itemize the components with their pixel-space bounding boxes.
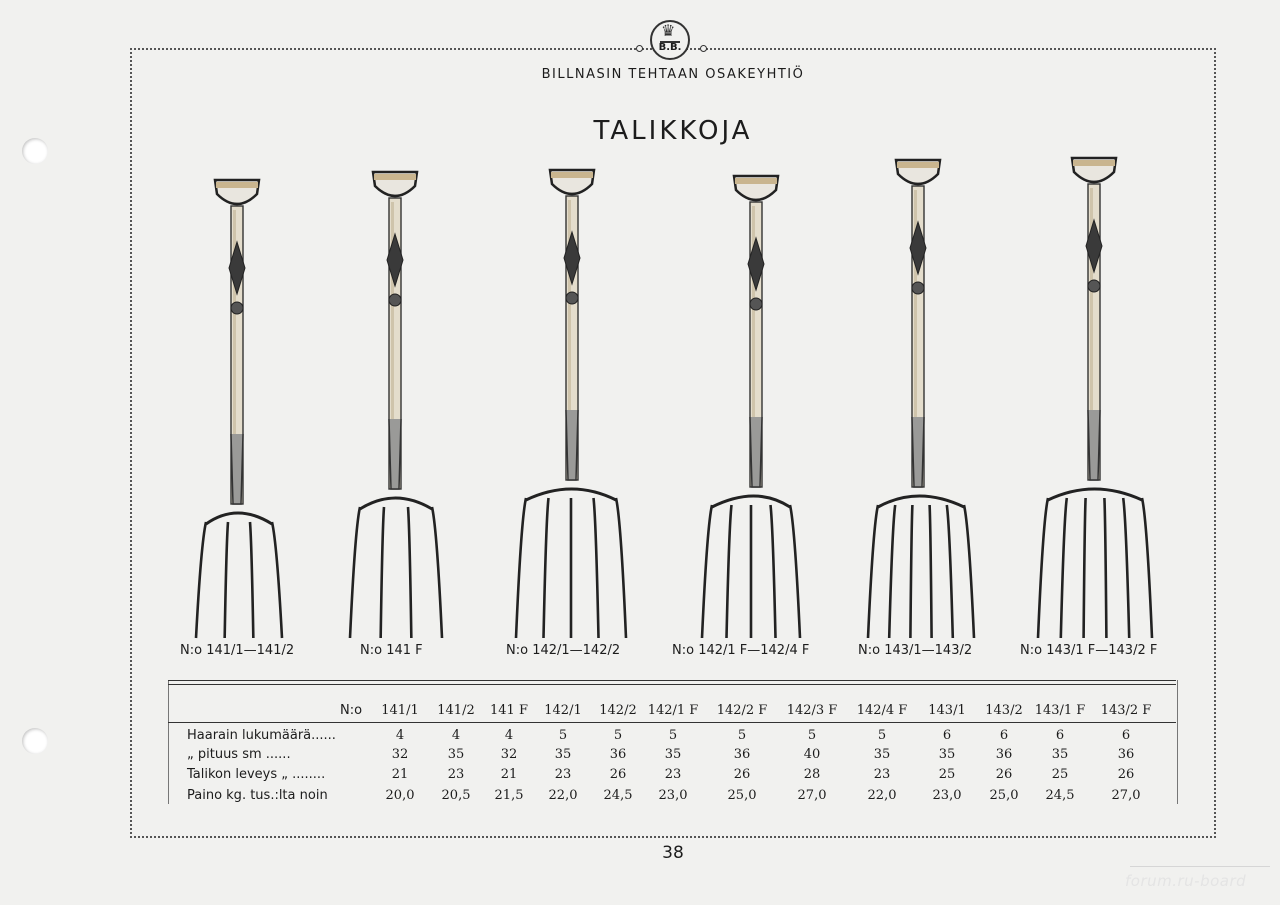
table-cell: 26: [733, 767, 751, 782]
table-cell: 6: [1055, 728, 1065, 743]
table-cell: 5: [737, 728, 747, 743]
table-cell: 5: [877, 728, 887, 743]
punch-hole-bottom: [22, 728, 48, 754]
logo-text: B.B.: [658, 42, 682, 53]
table-cell: 26: [609, 767, 627, 782]
page-number: 38: [662, 843, 684, 863]
table-column-header: 142/1 F: [647, 703, 699, 718]
crown-icon: [660, 27, 680, 43]
table-cell: 35: [447, 747, 465, 762]
table-cell: 4: [395, 728, 405, 743]
table-cell: 23: [664, 767, 682, 782]
table-column-header: 141/1: [381, 703, 419, 718]
fork-caption-2: N:o 141 F: [360, 643, 423, 658]
table-top-rule-inner: [168, 684, 1176, 685]
table-cell: 20,0: [385, 788, 415, 803]
table-cell: 32: [391, 747, 409, 762]
table-cell: 36: [733, 747, 751, 762]
table-cell: 28: [803, 767, 821, 782]
table-cell: 24,5: [1045, 788, 1075, 803]
table-cell: 35: [664, 747, 682, 762]
table-cell: 25,0: [727, 788, 757, 803]
table-cell: 21: [391, 767, 409, 782]
table-cell: 6: [942, 728, 952, 743]
table-cell: 35: [1051, 747, 1069, 762]
table-cell: 4: [451, 728, 461, 743]
table-column-header: 142/2 F: [716, 703, 768, 718]
table-cell: 25: [938, 767, 956, 782]
table-cell: 4: [504, 728, 514, 743]
table-cell: 23,0: [932, 788, 962, 803]
table-cell: 5: [807, 728, 817, 743]
table-cell: 21,5: [494, 788, 524, 803]
table-cell: 36: [995, 747, 1013, 762]
table-no-label: N:o: [340, 703, 363, 718]
table-cell: 27,0: [1111, 788, 1141, 803]
logo-ornament-right: [700, 45, 707, 52]
table-row-label: Haarain lukumäärä......: [187, 728, 336, 743]
table-cell: 36: [609, 747, 627, 762]
page-title: TALIKKOJA: [593, 116, 753, 146]
table-cell: 26: [995, 767, 1013, 782]
table-column-header: 143/2 F: [1100, 703, 1152, 718]
watermark: forum.ru-board: [1125, 872, 1247, 890]
table-cell: 5: [668, 728, 678, 743]
fork-caption-4: N:o 142/1 F—142/4 F: [672, 643, 810, 658]
table-cell: 35: [873, 747, 891, 762]
table-cell: 20,5: [441, 788, 471, 803]
table-cell: 32: [500, 747, 518, 762]
table-cell: 27,0: [797, 788, 827, 803]
company-logo: [650, 20, 690, 60]
table-cell: 22,0: [548, 788, 578, 803]
table-cell: 23: [554, 767, 572, 782]
table-cell: 22,0: [867, 788, 897, 803]
table-column-header: 141 F: [490, 703, 528, 718]
table-cell: 35: [554, 747, 572, 762]
table-row-label: Paino kg. tus.:lta noin: [187, 788, 328, 803]
table-cell: 5: [613, 728, 623, 743]
table-cell: 36: [1117, 747, 1135, 762]
table-top-rule: [168, 680, 1176, 681]
company-name: BILLNASIN TEHTAAN OSAKEYHTIÖ: [541, 67, 805, 82]
table-column-header: 142/4 F: [856, 703, 908, 718]
table-cell: 23: [447, 767, 465, 782]
table-cell: 23,0: [658, 788, 688, 803]
fork-caption-1: N:o 141/1—141/2: [180, 643, 295, 658]
table-cell: 5: [558, 728, 568, 743]
table-column-header: 141/2: [437, 703, 475, 718]
table-row-label: „ pituus sm ......: [187, 747, 291, 762]
table-column-header: 142/1: [544, 703, 582, 718]
table-header-rule: [168, 722, 1176, 723]
table-cell: 21: [500, 767, 518, 782]
table-column-header: 143/1: [928, 703, 966, 718]
table-cell: 6: [1121, 728, 1131, 743]
table-cell: 25: [1051, 767, 1069, 782]
table-cell: 25,0: [989, 788, 1019, 803]
table-cell: 26: [1117, 767, 1135, 782]
table-cell: 6: [999, 728, 1009, 743]
table-column-header: 143/1 F: [1034, 703, 1086, 718]
table-column-header: 142/3 F: [786, 703, 838, 718]
table-cell: 24,5: [603, 788, 633, 803]
table-cell: 40: [803, 747, 821, 762]
watermark-rule: [1130, 866, 1270, 867]
fork-caption-5: N:o 143/1—143/2: [858, 643, 973, 658]
fork-caption-6: N:o 143/1 F—143/2 F: [1020, 643, 1158, 658]
table-column-header: 143/2: [985, 703, 1023, 718]
table-cell: 23: [873, 767, 891, 782]
table-column-header: 142/2: [599, 703, 637, 718]
table-row-label: Talikon leveys „ ........: [187, 767, 326, 782]
logo-ornament-left: [636, 45, 643, 52]
fork-caption-3: N:o 142/1—142/2: [506, 643, 621, 658]
table-cell: 35: [938, 747, 956, 762]
